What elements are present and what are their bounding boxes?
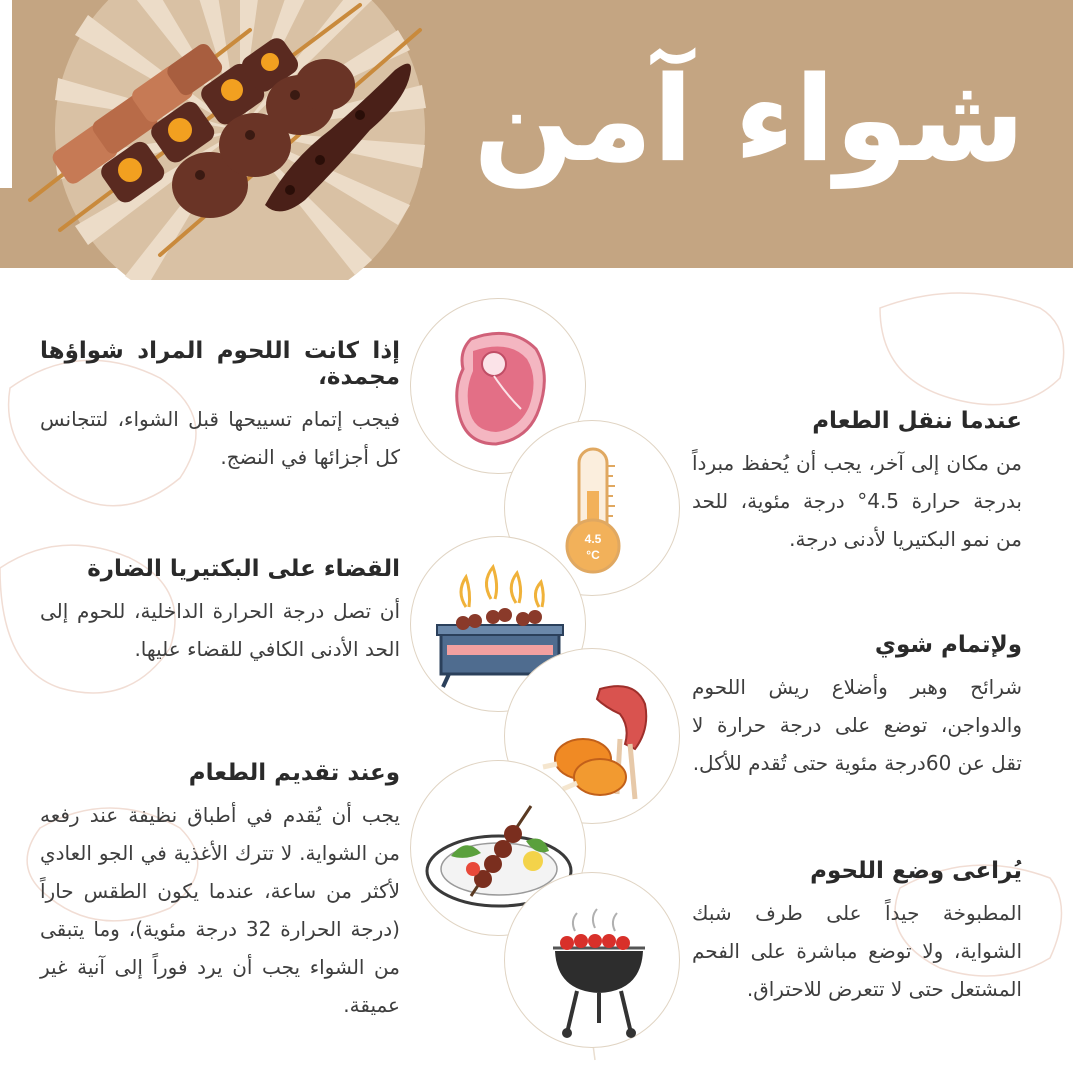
serving-heading: وعند تقديم الطعام — [188, 760, 400, 786]
page-title: شواء آمن — [473, 50, 1025, 188]
bbq-grill-icon — [505, 873, 681, 1049]
header-banner — [0, 0, 1073, 268]
serving-section — [40, 760, 400, 1024]
kebab-illustration — [20, 0, 460, 280]
placement-section — [692, 858, 1022, 1008]
transport-body: من مكان إلى آخر، يجب أن يُحفظ مبرداً بدرجة حرارة 4.5° درجة مئوية، للحد من نمو البكتيريا لأدنى درجة. — [692, 451, 1023, 551]
frozen-meat-body: فيجب إتمام تسييحها قبل الشواء، لتتجانس كل أجزائها في النضج. — [40, 407, 400, 469]
header-corner — [0, 0, 12, 188]
transport-section — [692, 408, 1022, 558]
grilling-body: شرائح وهبر وأضلاع ريش اللحوم والدواجن، توضع على درجة حرارة لا تقل عن 60درجة مئوية حتى تُقدم للأكل. — [692, 675, 1022, 775]
circle-bbq-grill — [504, 872, 680, 1048]
bacteria-body: أن تصل درجة الحرارة الداخلية، للحوم إلى الحد الأدنى الكافي للقضاء عليها. — [40, 599, 400, 661]
bacteria-heading: القضاء على البكتيريا الضارة — [87, 556, 400, 582]
placement-heading: يُراعى وضع اللحوم — [810, 858, 1022, 884]
thermometer-unit: °C — [586, 548, 600, 562]
thermometer-value: 4.5 — [584, 532, 602, 546]
serving-body: يجب أن يُقدم في أطباق نظيفة عند رفعه من الشواية. لا تترك الأغذية في الجو العادي لأكثر من ساعة، عندما يكون الطقس حاراً (درجة الحرارة 32 درجة مئوية)، وما يتبقى من الشواء يجب أن يرد فوراً إلى آنية غير عميقة. — [40, 803, 400, 1017]
bacteria-section — [40, 556, 400, 668]
frozen-meat-section — [40, 338, 400, 476]
grilling-heading: ولإتمام شوي — [874, 632, 1022, 658]
grilling-section — [692, 632, 1022, 782]
placement-body: المطبوخة جيداً على طرف شبك الشواية، ولا توضع مباشرة على الفحم المشتعل حتى لا تتعرض للاحتراق. — [692, 901, 1022, 1001]
transport-heading: عندما ننقل الطعام — [812, 408, 1022, 434]
frozen-meat-heading: إذا كانت اللحوم المراد شواؤها مجمدة، — [40, 338, 400, 390]
